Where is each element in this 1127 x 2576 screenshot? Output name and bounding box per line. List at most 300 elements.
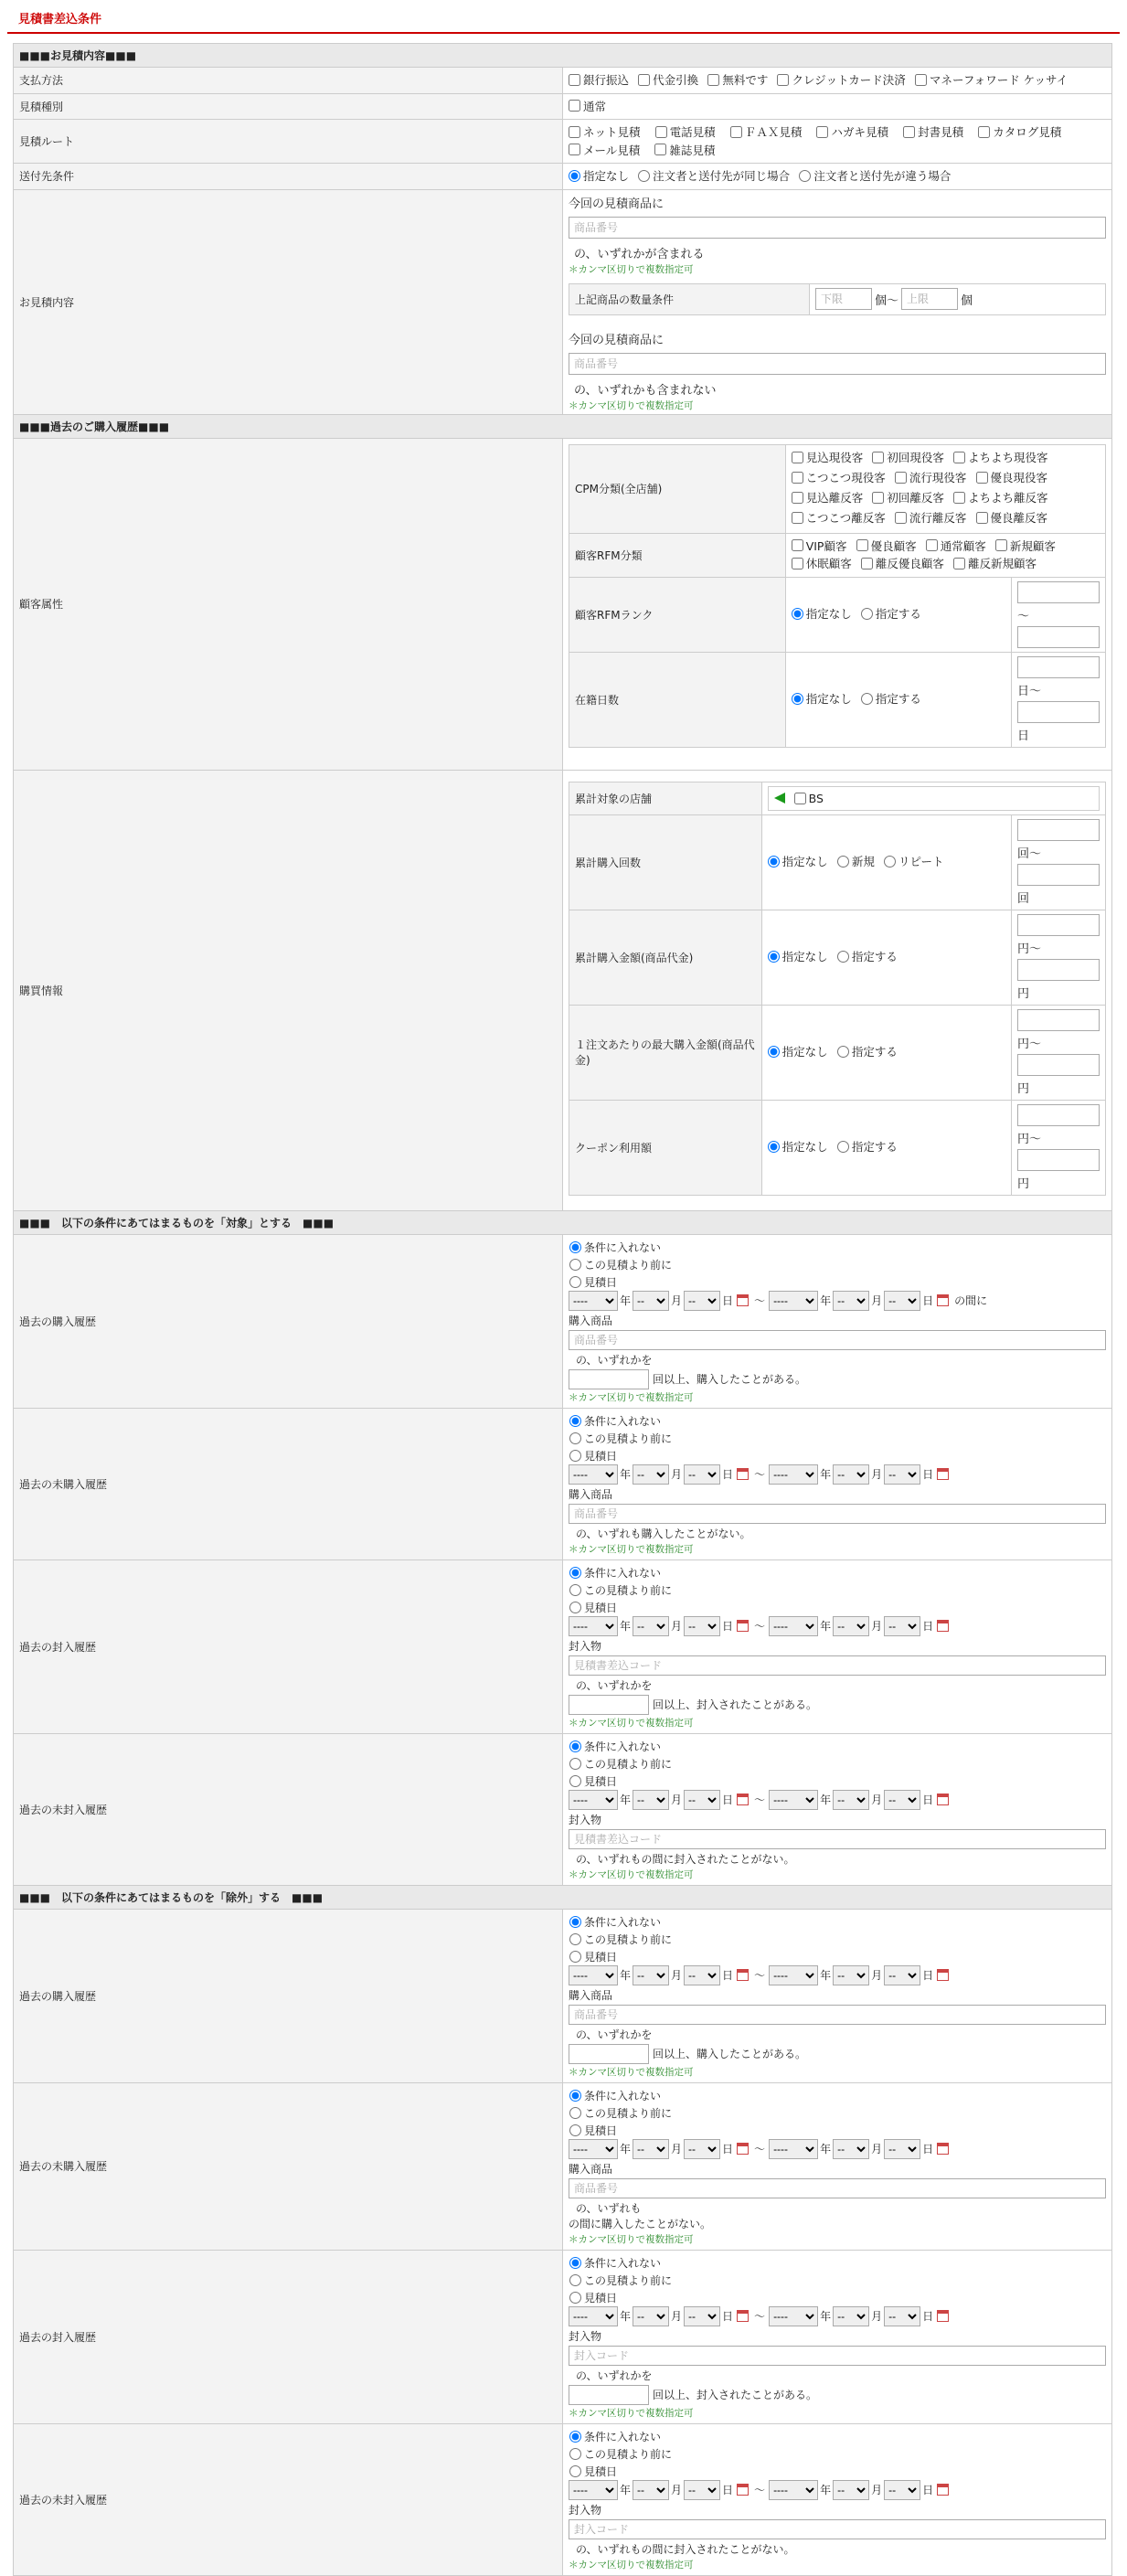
date-range-row [569,1291,1106,1311]
month-select[interactable] [633,2306,669,2326]
cpm-option[interactable]: 優良離反客 [976,509,1048,527]
date-tilde: 〜 [754,2310,766,2323]
calendar-icon[interactable] [737,1294,749,1306]
amount-from-input[interactable] [1017,914,1100,936]
day-select[interactable] [884,1965,920,1985]
condition-row [14,1559,1112,1733]
day-select[interactable] [684,1790,720,1810]
route-option[interactable]: 雑誌見積 [654,142,715,158]
condition-label: 過去の購入履歴 [14,1909,563,2082]
year-unit: 年 [820,2310,832,2323]
condition-radio[interactable] [569,1259,581,1271]
tenure-radio[interactable]: 指定なし [792,690,852,707]
calendar-icon[interactable] [937,1620,949,1632]
condition-input-row [569,2161,1106,2216]
radio-label: この見積より前に [584,1432,673,1445]
calendar-icon[interactable] [937,2143,949,2155]
year-unit: 年 [820,1969,832,1982]
year-unit: 年 [620,1468,632,1481]
day-select[interactable] [684,1616,720,1636]
month-select[interactable] [633,1291,669,1311]
count-radio[interactable]: 新規 [837,853,875,869]
payment-label: 支払方法 [14,68,563,94]
year-unit: 年 [820,1294,832,1307]
condition-input-row [569,1313,1106,1368]
day-select[interactable] [684,2139,720,2159]
month-select[interactable] [833,1965,869,1985]
month-select[interactable] [633,1616,669,1636]
calendar-icon[interactable] [937,2310,949,2322]
radio-label: 条件に入れない [584,1240,662,1254]
day-unit: 日 [722,1468,734,1481]
date-range-row [569,1616,1106,1636]
count-to-input[interactable] [1017,864,1100,886]
coupon-from-input[interactable] [1017,1104,1100,1126]
store-toggle-icon[interactable] [774,793,785,804]
month-unit: 月 [671,1969,683,1982]
year-select[interactable] [769,1965,818,1985]
month-unit: 月 [671,2484,683,2496]
day-unit: 日 [722,1294,734,1307]
rank-from-input[interactable] [1017,581,1100,603]
radio-label: 条件に入れない [584,2256,662,2270]
date-tilde: 〜 [754,1794,766,1806]
condition-radio[interactable] [569,1933,581,1945]
yen-unit: 円 [1017,1176,1030,1191]
qty-max-input[interactable] [901,288,958,310]
comma-note: ＊カンマ区切りで複数指定可 [569,263,694,275]
year-unit: 年 [820,1794,832,1806]
rank-radio[interactable]: 指定なし [792,605,852,622]
day-unit: 日 [922,2484,934,2496]
year-select[interactable] [769,2139,818,2159]
condition-input-row [569,2328,1106,2383]
year-unit: 年 [620,2310,632,2323]
day-unit: 日 [722,2143,734,2156]
max-radio[interactable]: 指定なし [768,1043,828,1059]
month-select[interactable] [833,1616,869,1636]
shipping-option[interactable]: 指定なし [569,167,629,184]
cpm-option[interactable]: 見込離反客 [792,489,864,506]
times-input[interactable] [569,1369,649,1389]
comma-note: ＊カンマ区切りで複数指定可 [569,1543,694,1555]
condition-cell [563,2250,1112,2423]
date-tilde: 〜 [754,1969,766,1982]
day-select[interactable] [884,2306,920,2326]
condition-radio[interactable] [569,1775,581,1787]
condition-cell [563,1408,1112,1559]
month-select[interactable] [633,1464,669,1485]
shipping-options [563,164,1112,190]
input-suffix-continued: の間に購入したことがない。 [569,2217,712,2230]
rank-to-input[interactable] [1017,626,1100,648]
year-select[interactable] [569,1291,618,1311]
year-select[interactable] [569,1464,618,1485]
condition-row [14,1408,1112,1559]
year-select[interactable] [769,1291,818,1311]
date-tilde: 〜 [754,2484,766,2496]
month-select[interactable] [833,1464,869,1485]
year-select[interactable] [569,2306,618,2326]
max-from-input[interactable] [1017,1009,1100,1031]
condition-radios [569,1913,1106,1965]
rfm-option[interactable]: 優良顧客 [856,538,917,554]
condition-radio[interactable] [569,1758,581,1770]
condition-radios [569,2087,1106,2139]
rfm-option[interactable]: 離反新規顧客 [953,555,1037,571]
yen-unit: 円 [1017,986,1030,1001]
payment-option[interactable]: 代金引換 [638,71,698,88]
calendar-icon[interactable] [737,1468,749,1480]
year-select[interactable] [769,2480,818,2500]
condition-radios [569,1412,1106,1464]
max-radio[interactable]: 指定する [837,1043,898,1059]
year-unit: 年 [620,1794,632,1806]
condition-text-input[interactable] [569,1330,1106,1350]
condition-radio[interactable] [569,2274,581,2286]
month-select[interactable] [633,1965,669,1985]
year-select[interactable] [769,1616,818,1636]
rfm-option[interactable]: 通常顧客 [926,538,986,554]
radio-label: 見積日 [584,1449,618,1463]
day-unit: 日 [722,2484,734,2496]
condition-text-input[interactable] [569,1829,1106,1849]
radio-label: この見積より前に [584,1258,673,1272]
month-unit: 月 [871,2484,883,2496]
date-tilde: 〜 [754,1468,766,1481]
calendar-icon[interactable] [737,1794,749,1805]
yen-range: 円〜 [1017,1132,1042,1146]
year-unit: 年 [620,1294,632,1307]
condition-radio[interactable] [569,1951,581,1963]
purchase-label: 購買情報 [14,770,563,1210]
comma-note: ＊カンマ区切りで複数指定可 [569,1717,694,1729]
condition-radio[interactable] [569,1415,581,1427]
month-select[interactable] [633,1790,669,1810]
count-from-input[interactable] [1017,819,1100,841]
qty-unit: 個 [961,293,973,308]
route-option[interactable]: カタログ見積 [978,123,1061,140]
qty-table [569,283,1106,315]
condition-label: 過去の封入履歴 [14,2250,563,2423]
condition-row [14,1733,1112,1885]
cpm-option[interactable]: 見込現役客 [792,449,864,466]
month-select[interactable] [833,2306,869,2326]
times-input[interactable] [569,2044,649,2064]
radio-label: 見積日 [584,1601,618,1614]
month-select[interactable] [833,1291,869,1311]
cpm-option[interactable]: こつこつ現役客 [792,469,886,486]
route-option[interactable]: メール見積 [569,142,640,158]
condition-radio[interactable] [569,2257,581,2269]
count-unit-range: 回〜 [1017,846,1042,861]
route-option[interactable]: 電話見積 [655,123,716,140]
content-suffix-out: の、いずれかも含まれない [574,383,717,398]
radio-label: 条件に入れない [584,1740,662,1753]
times-input[interactable] [569,1695,649,1715]
shipping-option[interactable]: 注文者と送付先が同じ場合 [638,167,790,184]
day-select[interactable] [884,1616,920,1636]
max-to-input[interactable] [1017,1054,1100,1076]
calendar-icon[interactable] [737,2484,749,2496]
comma-note: ＊カンマ区切りで複数指定可 [569,2407,694,2419]
content-suffix-in: の、いずれかが含まれる [574,247,705,261]
rfm-label: 顧客RFM分類 [569,533,786,577]
calendar-icon[interactable] [737,2310,749,2322]
condition-input-row [569,1486,1106,1541]
condition-radio[interactable] [569,1602,581,1613]
condition-label: 過去の未封入履歴 [14,2423,563,2575]
payment-option[interactable]: 銀行振込 [569,71,629,88]
condition-radio[interactable] [569,2090,581,2102]
month-unit: 月 [671,1620,683,1633]
condition-input-row [569,1812,1106,1867]
date-range-row [569,2480,1106,2500]
times-text: 回以上、封入されたことがある。 [653,2389,818,2401]
cpm-option[interactable]: 流行離反客 [895,509,967,527]
calendar-icon[interactable] [737,1620,749,1632]
condition-text-input[interactable] [569,2519,1106,2539]
year-unit: 年 [620,2484,632,2496]
year-select[interactable] [569,1616,618,1636]
year-select[interactable] [769,2306,818,2326]
condition-cell [563,1733,1112,1885]
condition-radio[interactable] [569,2107,581,2119]
radio-label: 条件に入れない [584,1915,662,1929]
estimate-route-label: 見積ルート [14,120,563,164]
purchase-table [569,782,1106,1196]
calendar-icon[interactable] [937,1794,949,1805]
date-tilde: 〜 [754,1620,766,1633]
day-select[interactable] [884,2139,920,2159]
condition-row [14,2250,1112,2423]
day-unit: 日 [922,1794,934,1806]
condition-text-input[interactable] [569,2178,1106,2198]
exclude-item-input[interactable] [569,353,1106,375]
day-select[interactable] [884,1790,920,1810]
rfm-option[interactable]: 離反優良顧客 [861,555,944,571]
cpm-option[interactable]: よちよち離反客 [953,489,1048,506]
condition-radio[interactable] [569,1567,581,1579]
month-select[interactable] [833,2139,869,2159]
year-select[interactable] [769,1464,818,1485]
include-item-input[interactable] [569,217,1106,239]
payment-option[interactable]: 無料です [707,71,768,88]
month-unit: 月 [871,1969,883,1982]
max-label: １注文あたりの最大購入金額(商品代金) [569,1005,762,1100]
cpm-option[interactable]: 優良現役客 [976,469,1048,486]
condition-label: 過去の購入履歴 [14,1234,563,1408]
date-range-row [569,2306,1106,2326]
condition-row [14,2082,1112,2250]
condition-text-input[interactable] [569,2346,1106,2366]
payment-option[interactable]: マネーフォワード ケッサイ [915,71,1068,88]
date-tilde: 〜 [754,2143,766,2156]
day-select[interactable] [684,1464,720,1485]
section-history: ■■■過去のご購入履歴■■■ [14,414,1112,438]
condition-radio[interactable] [569,1276,581,1288]
condition-radio[interactable] [569,1916,581,1928]
rfm-option[interactable]: 新規顧客 [995,538,1056,554]
day-select[interactable] [884,2480,920,2500]
condition-text-input[interactable] [569,1504,1106,1524]
day-unit: 日 [722,1794,734,1806]
amount-radio[interactable]: 指定なし [768,948,828,964]
count-radio[interactable]: リピート [884,853,944,869]
comma-note: ＊カンマ区切りで複数指定可 [569,2066,694,2078]
year-select[interactable] [569,2139,618,2159]
condition-radio[interactable] [569,2448,581,2460]
content-cell [563,189,1112,414]
radio-label: この見積より前に [584,2447,673,2461]
input-prefix: 封入物 [569,1639,602,1653]
condition-radio[interactable] [569,1450,581,1462]
cpm-option[interactable]: よちよち現役客 [953,449,1048,466]
estimate-type-label: 見積種別 [14,93,563,120]
day-unit: 日 [922,2310,934,2323]
coupon-to-input[interactable] [1017,1149,1100,1171]
day-select[interactable] [684,1291,720,1311]
day-select[interactable] [884,1464,920,1485]
year-select[interactable] [769,1790,818,1810]
month-unit: 月 [671,1794,683,1806]
route-option[interactable]: ネット見積 [569,123,641,140]
month-unit: 月 [871,1794,883,1806]
condition-radio[interactable] [569,2465,581,2477]
year-select[interactable] [569,2480,618,2500]
condition-text-input[interactable] [569,2005,1106,2025]
cpm-option[interactable]: 流行現役客 [895,469,967,486]
condition-radio[interactable] [569,1432,581,1444]
payment-option[interactable]: クレジットカード決済 [777,71,905,88]
shipping-option[interactable]: 注文者と送付先が違う場合 [799,167,951,184]
store-option[interactable]: BS [794,792,824,805]
cpm-option[interactable]: 初回離反客 [872,489,944,506]
rank-radio[interactable]: 指定する [861,605,921,622]
year-unit: 年 [620,2143,632,2156]
condition-text-input[interactable] [569,1655,1106,1676]
rfm-option[interactable]: 休眠顧客 [792,555,852,571]
radio-label: この見積より前に [584,2106,673,2120]
date-range-row [569,1790,1106,1810]
calendar-icon[interactable] [937,1969,949,1981]
calendar-icon[interactable] [937,1468,949,1480]
month-unit: 月 [871,2310,883,2323]
day-select[interactable] [684,2480,720,2500]
condition-cell [563,1234,1112,1408]
section-target: ■■■ 以下の条件にあてはまるものを「対象」とする ■■■ [14,1210,1112,1234]
estimate-type-option[interactable]: 通常 [569,98,606,114]
calendar-icon[interactable] [737,2143,749,2155]
condition-radio[interactable] [569,1584,581,1596]
day-select[interactable] [684,1965,720,1985]
condition-row [14,1234,1112,1408]
tenure-to-input[interactable] [1017,701,1100,723]
estimate-conditions-form [13,43,1112,2576]
day-select[interactable] [684,2306,720,2326]
calendar-icon[interactable] [737,1969,749,1981]
input-prefix: 購入商品 [569,1314,613,1327]
calendar-icon[interactable] [937,1294,949,1306]
times-text: 回以上、封入されたことがある。 [653,1698,818,1711]
times-input[interactable] [569,2385,649,2405]
radio-label: 見積日 [584,2124,618,2137]
condition-radio[interactable] [569,2292,581,2304]
date-range-row [569,2139,1106,2159]
condition-radio[interactable] [569,1241,581,1253]
month-unit: 月 [671,1294,683,1307]
yen-range: 円〜 [1017,1037,1042,1051]
tenure-from-input[interactable] [1017,656,1100,678]
amount-to-input[interactable] [1017,959,1100,981]
route-option[interactable]: ハガキ見積 [816,123,888,140]
input-suffix: の、いずれも購入したことがない。 [576,1527,751,1540]
month-select[interactable] [633,2139,669,2159]
tenure-label: 在籍日数 [569,652,786,747]
condition-radio[interactable] [569,2431,581,2443]
qty-label: 上記商品の数量条件 [569,283,810,314]
qty-min-input[interactable] [815,288,872,310]
times-row [569,2044,1106,2064]
radio-label: この見積より前に [584,1583,673,1597]
coupon-radio[interactable]: 指定なし [768,1138,828,1155]
payment-options [563,68,1112,94]
day-unit: 日 [922,1294,934,1307]
coupon-radio[interactable]: 指定する [837,1138,898,1155]
comma-note: ＊カンマ区切りで複数指定可 [569,1868,694,1880]
amount-radio[interactable]: 指定する [837,948,898,964]
year-unit: 年 [820,2484,832,2496]
radio-label: 条件に入れない [584,1566,662,1580]
radio-label: この見積より前に [584,1932,673,1946]
condition-label: 過去の未封入履歴 [14,1733,563,1885]
count-radio[interactable]: 指定なし [768,853,828,869]
route-option[interactable]: ＦＡＸ見積 [730,123,803,140]
content-prefix: 今回の見積商品に [569,197,665,211]
condition-radio[interactable] [569,1740,581,1752]
comma-note: ＊カンマ区切りで複数指定可 [569,399,694,411]
input-prefix: 購入商品 [569,1487,613,1501]
calendar-icon[interactable] [937,2484,949,2496]
input-suffix: の、いずれかを [576,1353,653,1367]
tenure-unit: 日 [1017,729,1030,743]
tenure-radio[interactable]: 指定する [861,690,921,707]
rfm-option[interactable]: VIP顧客 [792,538,847,554]
cpm-option[interactable]: 初回現役客 [872,449,944,466]
condition-cell [563,2082,1112,2250]
date-range-row [569,1965,1106,1985]
condition-radio[interactable] [569,2124,581,2136]
year-select[interactable] [569,1965,618,1985]
input-prefix: 封入物 [569,2503,602,2517]
tenure-unit-range: 日〜 [1017,684,1042,698]
radio-label: 条件に入れない [584,1414,662,1428]
route-option[interactable]: 封書見積 [903,123,963,140]
month-select[interactable] [833,2480,869,2500]
year-select[interactable] [569,1790,618,1810]
day-select[interactable] [884,1291,920,1311]
month-select[interactable] [633,2480,669,2500]
radio-label: 見積日 [584,1774,618,1788]
year-unit: 年 [820,1620,832,1633]
input-suffix: の、いずれかを [576,1678,653,1692]
condition-label: 過去の未購入履歴 [14,2082,563,2250]
month-select[interactable] [833,1790,869,1810]
times-row [569,1369,1106,1389]
month-unit: 月 [671,2143,683,2156]
cpm-option[interactable]: こつこつ離反客 [792,509,886,527]
day-unit: 日 [922,2143,934,2156]
